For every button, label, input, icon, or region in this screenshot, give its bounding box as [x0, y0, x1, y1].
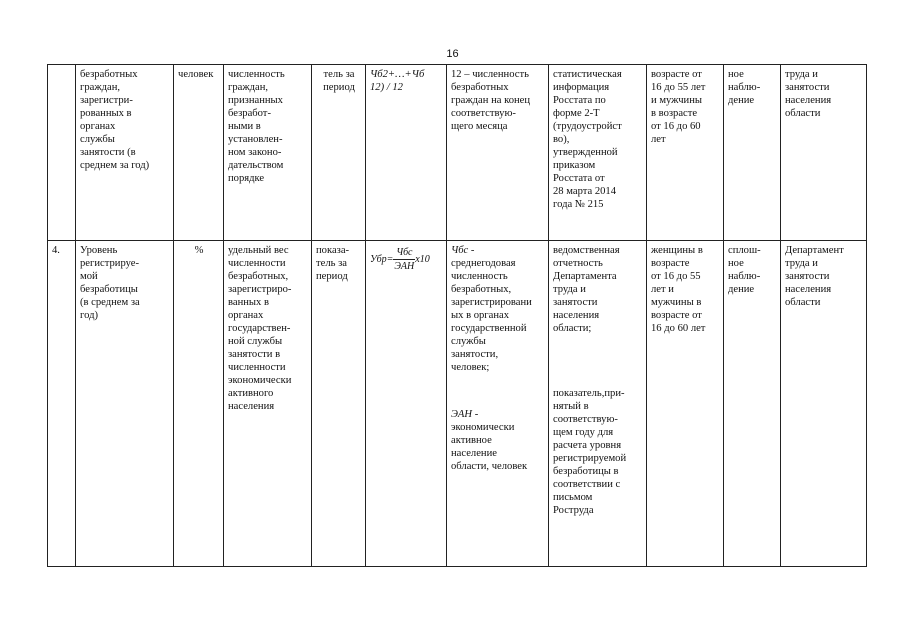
- text-line: от 16 до 55: [651, 271, 701, 282]
- text-line: регистрируе-: [80, 258, 139, 269]
- text-line: дательством: [228, 160, 284, 171]
- text-line: занятости: [553, 297, 598, 308]
- text-line: соответствую-: [451, 108, 516, 119]
- source-secondary: [553, 387, 643, 517]
- cell-unit: %: [174, 241, 224, 567]
- text-line: численности: [228, 258, 286, 269]
- cell-method: [312, 65, 366, 241]
- text-line: труда и: [785, 69, 818, 80]
- text-line: отчетность: [553, 258, 603, 269]
- text-line: численность: [451, 271, 508, 282]
- text-line: тель за: [323, 69, 355, 80]
- text-line: 12 – численность: [451, 69, 529, 80]
- text-line: мужчины в: [651, 297, 702, 308]
- text-line: возрасте: [651, 258, 690, 269]
- text-line: безработ-: [228, 108, 271, 119]
- text-line: период: [316, 271, 348, 282]
- text-line: установлен-: [228, 134, 283, 145]
- text-line: 16 до 55 лет: [651, 82, 706, 93]
- cell-responsible: [781, 241, 867, 567]
- text-line: человек;: [451, 362, 490, 373]
- text-line: показатель,при-: [553, 388, 625, 399]
- text-line: удельный вес: [228, 245, 289, 256]
- text-line: граждан,: [80, 82, 121, 93]
- text-line: сплош-: [728, 245, 761, 256]
- cell-variables: [447, 241, 549, 567]
- table-row: [48, 65, 867, 241]
- text-line: населения: [228, 401, 275, 412]
- cell-age-group: [647, 65, 724, 241]
- text-line: Чб2+…+Чб: [370, 69, 425, 80]
- variable-name: Чбс -: [451, 245, 475, 256]
- text-line: ное: [728, 69, 744, 80]
- text-line: (трудоустройст: [553, 121, 622, 132]
- text-line: Департамента: [553, 271, 617, 282]
- cell-variables: [447, 65, 549, 241]
- cell-observation: [724, 241, 781, 567]
- text-line: форме 2-Т: [553, 108, 600, 119]
- text-line: безработицы в: [553, 466, 619, 477]
- text-line: ной службы: [228, 336, 283, 347]
- text-line: щем году для: [553, 427, 614, 438]
- text-line: занятости: [785, 82, 830, 93]
- text-line: численности: [228, 362, 286, 373]
- text-line: 28 марта 2014: [553, 186, 617, 197]
- text-line: активного: [228, 388, 274, 399]
- cell-method: [312, 241, 366, 567]
- text-line: труда и: [553, 284, 586, 295]
- text-line: зарегистрировани: [451, 297, 532, 308]
- variable-description: [451, 257, 545, 374]
- text-line: мой: [80, 271, 98, 282]
- text-line: численность: [228, 69, 285, 80]
- variable-name: ЭАН -: [451, 409, 479, 420]
- text-line: наблю-: [728, 271, 761, 282]
- text-line: лет и: [651, 284, 674, 295]
- text-line: службы: [80, 134, 115, 145]
- text-line: соответствую-: [553, 414, 618, 425]
- table-row: [48, 241, 867, 567]
- cell-responsible: [781, 65, 867, 241]
- text-line: соответствии с: [553, 479, 621, 490]
- text-line: ное: [728, 258, 744, 269]
- text-line: безработицы: [80, 284, 138, 295]
- cell-source: [549, 241, 647, 567]
- text-line: занятости в: [228, 349, 281, 360]
- text-line: статистическая: [553, 69, 622, 80]
- text-line: признанных: [228, 95, 283, 106]
- text-line: письмом: [553, 492, 593, 503]
- cell-source: [549, 65, 647, 241]
- text-line: населения: [553, 310, 600, 321]
- text-line: ванных в: [228, 297, 269, 308]
- text-line: Росстата от: [553, 173, 605, 184]
- text-line: зарегистри-: [80, 95, 133, 106]
- text-line: регистрируемой: [553, 453, 627, 464]
- indicator-table: [47, 64, 867, 567]
- text-line: утвержденной: [553, 147, 618, 158]
- text-line: 12) / 12: [370, 82, 403, 93]
- text-line: ведомственная: [553, 245, 620, 256]
- text-line: лет: [651, 134, 666, 145]
- cell-definition: [224, 241, 312, 567]
- text-line: приказом: [553, 160, 596, 171]
- text-line: области: [785, 108, 821, 119]
- text-line: Роструда: [553, 505, 594, 516]
- text-line: области;: [553, 323, 592, 334]
- text-line: безработных,: [451, 284, 512, 295]
- text-line: расчета уровня: [553, 440, 622, 451]
- text-line: информация: [553, 82, 610, 93]
- text-line: граждан,: [228, 82, 269, 93]
- text-line: безработных: [80, 69, 138, 80]
- text-line: женщины в: [651, 245, 703, 256]
- text-line: государствен-: [228, 323, 291, 334]
- text-line: 16 до 60 лет: [651, 323, 706, 334]
- text-line: Уровень: [80, 245, 118, 256]
- page-number: 16: [446, 48, 459, 60]
- text-line: ых в органах: [451, 310, 510, 321]
- text-line: населения: [785, 95, 832, 106]
- text-line: занятости,: [451, 349, 499, 360]
- text-line: от 16 до 60: [651, 121, 701, 132]
- cell-number: 4.: [48, 241, 76, 567]
- text-line: среднем за год): [80, 160, 150, 171]
- text-line: государственной: [451, 323, 527, 334]
- text-line: нятый в: [553, 401, 589, 412]
- text-line: органах: [80, 121, 116, 132]
- text-line: занятости (в: [80, 147, 136, 158]
- text-line: порядке: [228, 173, 265, 184]
- cell-age-group: [647, 241, 724, 567]
- cell-observation: [724, 65, 781, 241]
- text-line: экономически: [451, 422, 515, 433]
- text-line: дение: [728, 284, 755, 295]
- text-line: наблю-: [728, 82, 761, 93]
- text-line: и мужчины: [651, 95, 703, 106]
- text-line: в возрасте: [651, 108, 698, 119]
- text-line: рованных в: [80, 108, 132, 119]
- text-line: Департамент: [785, 245, 844, 256]
- variable-description: [451, 421, 545, 473]
- text-line: ном законо-: [228, 147, 282, 158]
- unemployment-rate-formula: Убр= $\frac{\text{Чбс}}{\text{ЭАН}}$ х10: [370, 247, 430, 272]
- cell-indicator-name: [76, 65, 174, 241]
- text-line: среднегодовая: [451, 258, 516, 269]
- text-line: Росстата по: [553, 95, 606, 106]
- text-line: год): [80, 310, 98, 321]
- text-line: во),: [553, 134, 570, 145]
- cell-formula: [366, 65, 447, 241]
- text-line: экономически: [228, 375, 292, 386]
- text-line: активное: [451, 435, 492, 446]
- text-line: население: [451, 448, 497, 459]
- cell-unit: человек: [174, 65, 224, 241]
- cell-formula: [366, 241, 447, 567]
- text-line: безработных,: [228, 271, 289, 282]
- cell-indicator-name: [76, 241, 174, 567]
- cell-number: [48, 65, 76, 241]
- text-line: населения: [785, 284, 832, 295]
- text-line: области: [785, 297, 821, 308]
- text-line: период: [323, 82, 355, 93]
- text-line: службы: [451, 336, 486, 347]
- text-line: года № 215: [553, 199, 604, 210]
- text-line: ными в: [228, 121, 261, 132]
- text-line: показа-: [316, 245, 350, 256]
- source-primary: [553, 244, 643, 335]
- text-line: тель за: [316, 258, 347, 269]
- text-line: дение: [728, 95, 755, 106]
- text-line: безработных: [451, 82, 509, 93]
- text-line: занятости: [785, 271, 830, 282]
- text-line: зарегистриро-: [228, 284, 292, 295]
- text-line: (в среднем за: [80, 297, 140, 308]
- text-line: возрасте от: [651, 310, 702, 321]
- cell-definition: [224, 65, 312, 241]
- text-line: области, человек: [451, 461, 528, 472]
- text-line: граждан на конец: [451, 95, 531, 106]
- text-line: возрасте от: [651, 69, 702, 80]
- text-line: органах: [228, 310, 264, 321]
- text-line: труда и: [785, 258, 818, 269]
- text-line: щего месяца: [451, 121, 508, 132]
